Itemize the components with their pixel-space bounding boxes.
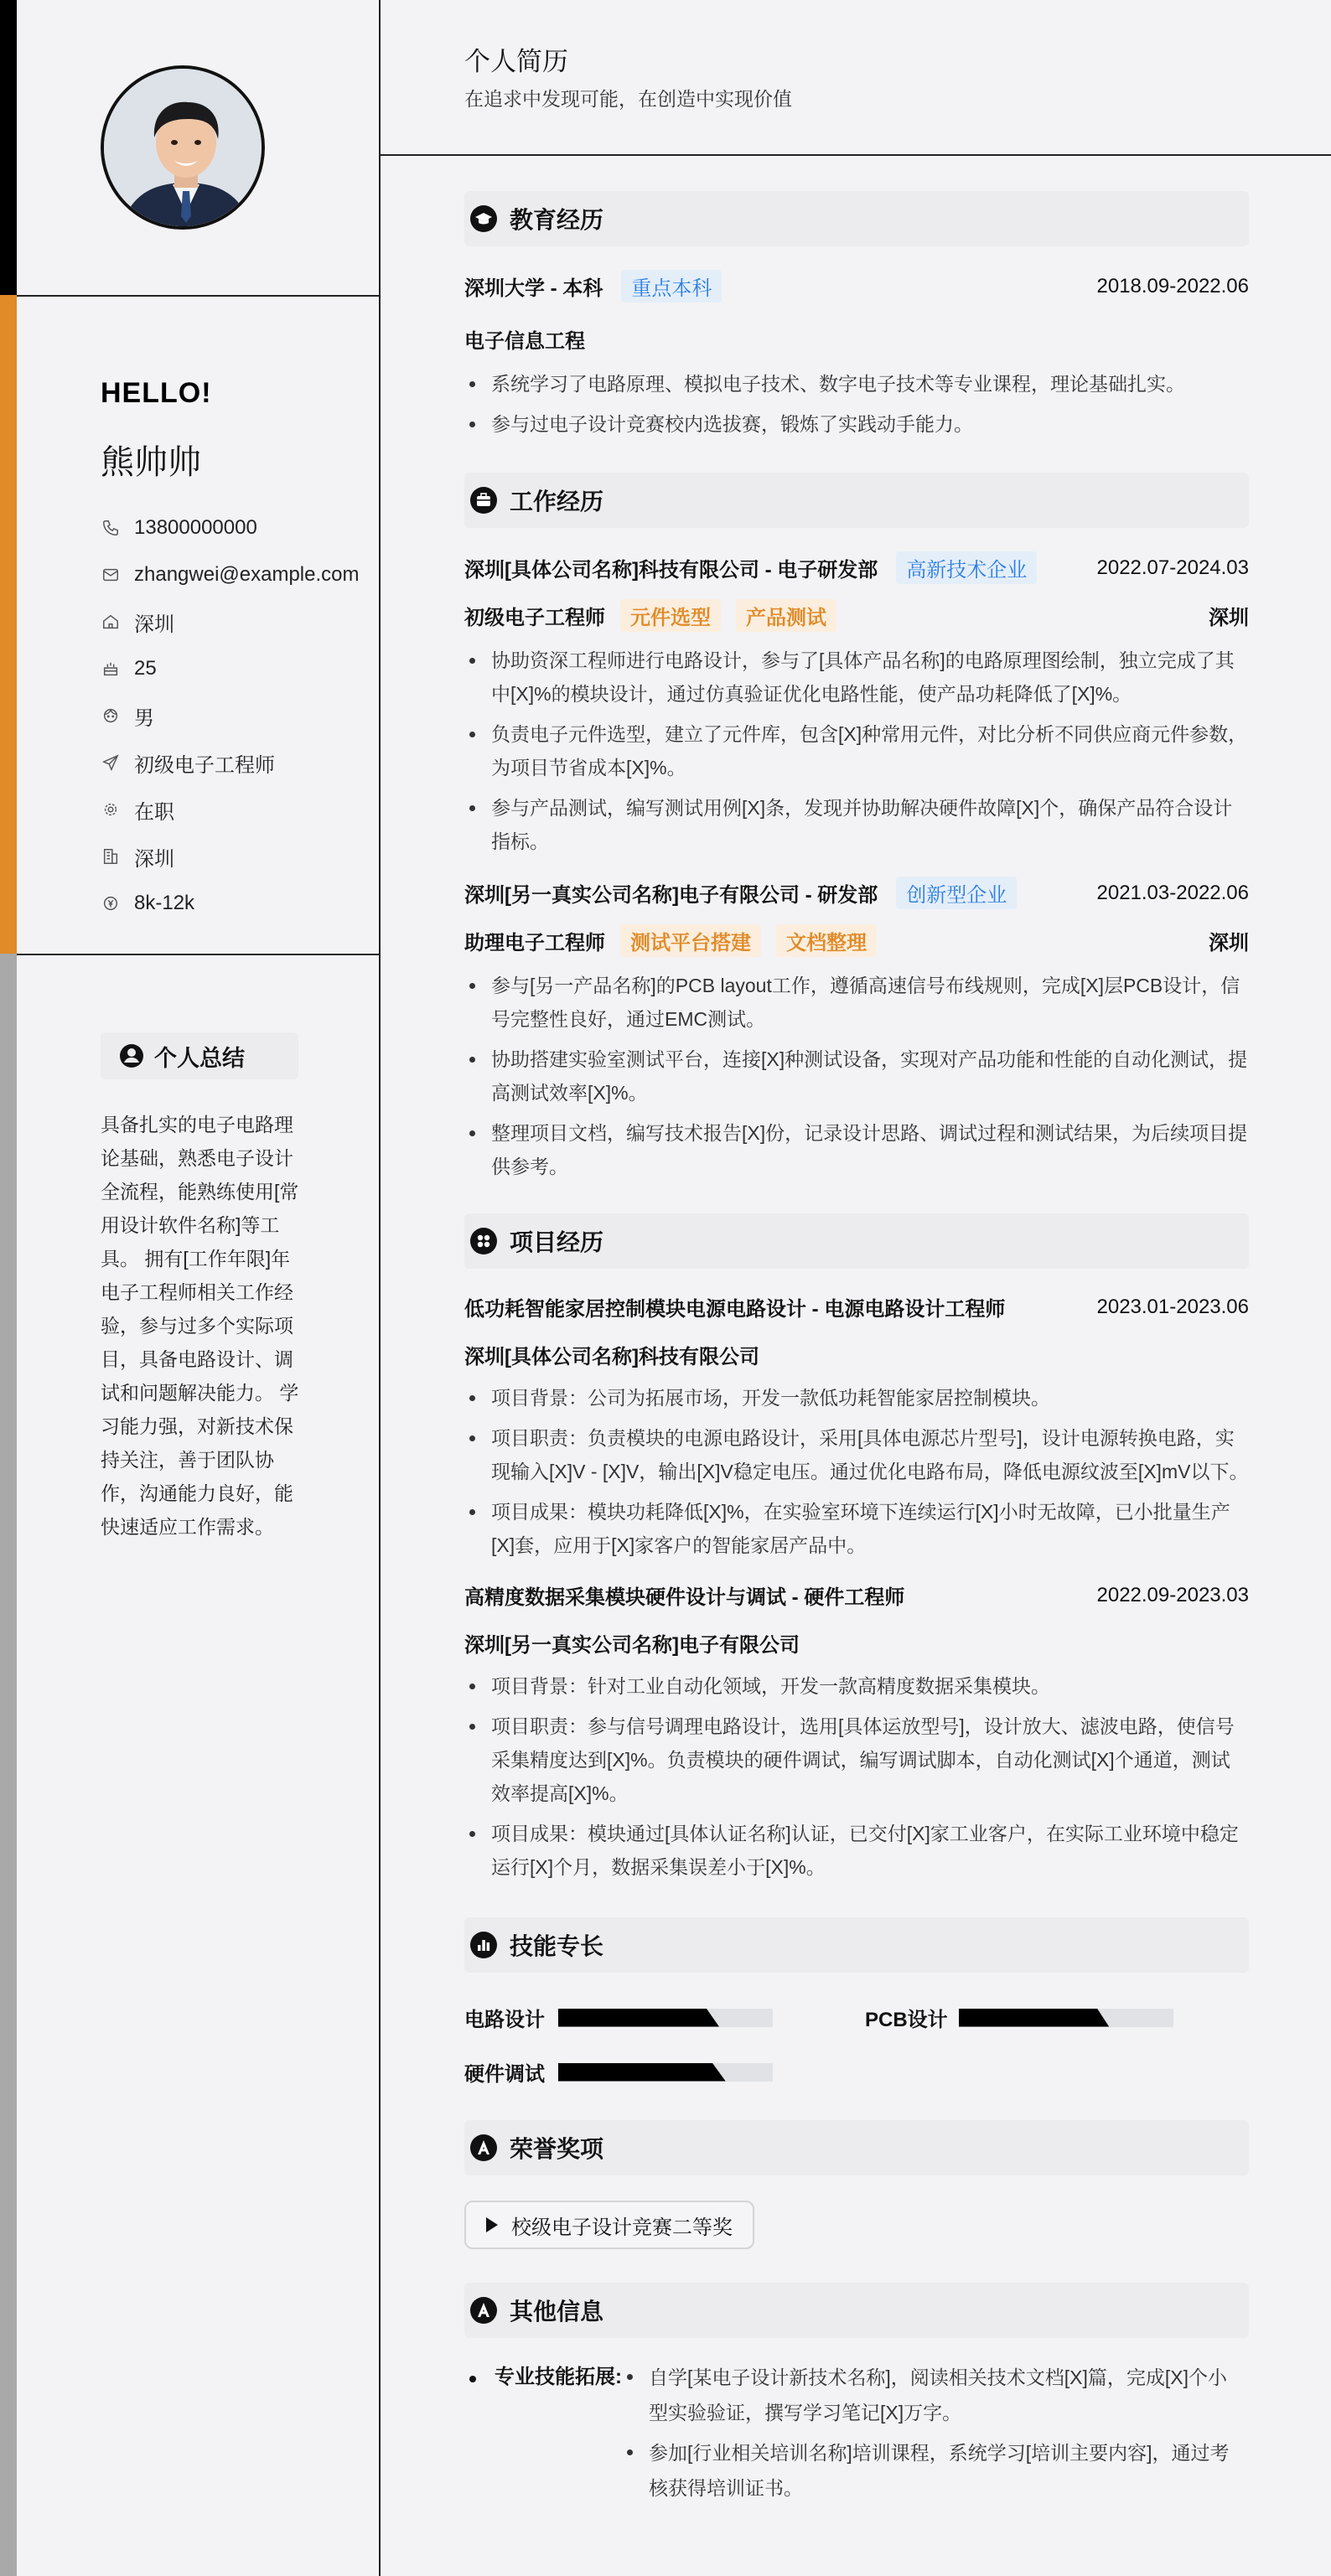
education-heading-text: 教育经历 — [510, 207, 604, 233]
info-position-text: 初级电子工程师 — [134, 753, 275, 777]
info-salary — [101, 880, 360, 927]
list-item: 自学[某电子设计新技术名称]，阅读相关技术文档[X]篇，完成[X]个小型实验验证，撰写学习笔记[X]万字。 — [622, 2360, 1240, 2430]
list-item: 协助资深工程师进行电路设计，参与了[具体产品名称]的电路原理图绘制，独立完成了其中[X]%的模块设计，通过仿真验证优化电路性能，使产品功耗降低了[X]%。 — [464, 644, 1249, 711]
info-status-text: 在职 — [134, 800, 174, 824]
info-gender-text: 男 — [134, 706, 154, 730]
job-company: 深圳[另一真实公司名称]电子有限公司 - 研发部 — [464, 884, 878, 907]
main-content — [464, 191, 1249, 2506]
skill-bar-fill — [558, 2009, 719, 2027]
skill-name: PCB设计 — [865, 2009, 948, 2031]
info-work-city-text: 深圳 — [134, 847, 174, 871]
job-role: 初级电子工程师 — [464, 607, 605, 629]
job-entry — [464, 877, 1249, 1183]
info-salary-text: 8k-12k — [134, 892, 195, 914]
skills-grid — [464, 2003, 1249, 2087]
cake-icon — [101, 659, 121, 679]
awards-section — [464, 2120, 1249, 2249]
job-city: 深圳 — [1209, 607, 1249, 629]
job-skill-tag: 元件选型 — [620, 599, 721, 632]
project-name: 高精度数据采集模块硬件设计与调试 - 硬件工程师 — [464, 1586, 905, 1609]
info-age-text: 25 — [134, 657, 157, 680]
job-skill-tag: 文档整理 — [776, 924, 877, 957]
grid-icon — [469, 1227, 498, 1255]
info-email — [101, 551, 360, 598]
info-phone — [101, 504, 360, 551]
info-gender — [101, 692, 360, 739]
work-heading — [464, 473, 1249, 528]
skills-section — [464, 1917, 1249, 2087]
list-item: 项目背景：针对工业自动化领域，开发一款高精度数据采集模块。 — [464, 1669, 1249, 1703]
skill-bar-fill — [558, 2063, 726, 2082]
other-heading-text: 其他信息 — [510, 2299, 604, 2325]
list-item: 项目成果：模块通过[具体认证名称]认证，已交付[X]家工业客户，在实际工业环境中稳定运行[X]个月，数据采集误差小于[X]%。 — [464, 1817, 1249, 1884]
work-heading-text: 工作经历 — [510, 489, 604, 515]
contact-info-list — [101, 504, 360, 927]
other-info-label: 专业技能拓展: — [495, 2366, 622, 2388]
skill-bar — [558, 2063, 773, 2082]
color-strip-bottom — [0, 954, 17, 2576]
info-email-text: zhangwei@example.com — [134, 563, 360, 586]
job-header-row — [464, 877, 1249, 909]
skills-heading-text: 技能专长 — [510, 1933, 604, 1959]
list-item: 整理项目文档，编写技术报告[X]份，记录设计思路、调试过程和测试结果，为后续项目提供参考。 — [464, 1116, 1249, 1183]
list-item: 项目职责：负责模块的电源电路设计，采用[具体电源芯片型号]，设计电源转换电路，实现输入[X]V - [X]V，输出[X]V稳定电压。通过优化电路布局，降低电源纹波至[X]mV以下。 — [464, 1421, 1249, 1488]
project-bullets — [464, 1381, 1249, 1562]
school-tag: 重点本科 — [621, 270, 722, 303]
skill-item — [464, 2003, 865, 2032]
info-phone-text: 13800000000 — [134, 516, 257, 539]
job-city: 深圳 — [1209, 932, 1249, 954]
gender-icon — [101, 706, 121, 726]
building-icon — [101, 846, 121, 866]
list-item: 参与[另一产品名称]的PCB layout工作，遵循高速信号布线规则，完成[X]层PCB设计，信号完整性良好，通过EMC测试。 — [464, 969, 1249, 1036]
job-role-row — [464, 599, 1249, 632]
project-company: 深圳[具体公司名称]科技有限公司 — [464, 1346, 759, 1368]
skills-heading — [464, 1917, 1249, 1973]
work-section — [464, 473, 1249, 1183]
list-item: 参加[行业相关培训名称]培训课程，系统学习[培训主要内容]，通过考核获得培训证书。 — [622, 2435, 1240, 2506]
job-bullets — [464, 644, 1249, 858]
list-item: 参与产品测试，编写测试用例[X]条，发现并协助解决硬件故障[X]个，确保产品符合设计指标。 — [464, 791, 1249, 858]
job-company-tag: 创新型企业 — [896, 877, 1017, 909]
education-bullets — [464, 367, 1249, 441]
list-item: 参与过电子设计竞赛校内选拔赛，锻炼了实践动手能力。 — [464, 407, 1249, 441]
skill-name: 电路设计 — [464, 2009, 545, 2031]
major-name: 电子信息工程 — [464, 330, 585, 353]
job-company: 深圳[具体公司名称]科技有限公司 - 电子研发部 — [464, 559, 878, 582]
awards-list — [464, 2201, 1249, 2249]
job-company-tag: 高新技术企业 — [896, 551, 1037, 584]
award-icon — [469, 2134, 498, 2162]
list-item: 负责电子元件选型，建立了元件库，包含[X]种常用元件，对比分析不同供应商元件参数，为项目节省成本[X]%。 — [464, 717, 1249, 784]
list-item: 项目职责：参与信号调理电路设计，选用[具体运放型号]，设计放大、滤波电路，使信号采集精度达到[X]%。负责模块的硬件调试，编写调试脚本，自动化测试[X]个通道，测试效率提高[X]%。 — [464, 1710, 1249, 1810]
job-role: 助理电子工程师 — [464, 932, 605, 954]
projects-section — [464, 1213, 1249, 1884]
skill-bar — [558, 2009, 773, 2027]
school-name: 深圳大学 - 本科 — [464, 277, 603, 300]
info-badge-icon — [469, 2296, 498, 2325]
project-header-row — [464, 1580, 1249, 1610]
play-triangle-icon — [486, 2217, 498, 2232]
other-heading — [464, 2283, 1249, 2338]
job-date: 2022.07-2024.03 — [1096, 556, 1249, 579]
info-work-city — [101, 833, 360, 880]
project-date: 2022.09-2023.03 — [1096, 1583, 1249, 1606]
job-bullets — [464, 969, 1249, 1183]
project-bullets — [464, 1669, 1249, 1884]
project-company: 深圳[另一真实公司名称]电子有限公司 — [464, 1634, 800, 1657]
page-header — [381, 0, 1331, 156]
project-entry — [464, 1292, 1249, 1562]
job-entry — [464, 551, 1249, 858]
summary-heading-text: 个人总结 — [154, 1045, 245, 1071]
skill-item — [464, 2057, 865, 2087]
info-location — [101, 598, 360, 645]
education-date: 2018.09-2022.06 — [1096, 274, 1249, 297]
sidebar-divider — [17, 295, 381, 297]
skill-name: 硬件调试 — [464, 2063, 545, 2086]
person-name: 熊帅帅 — [101, 444, 201, 481]
page-subtitle: 在追求中发现可能，在创造中实现价值 — [464, 88, 792, 110]
skill-bar-fill — [959, 2009, 1109, 2027]
job-skill-tag: 测试平台搭建 — [620, 924, 761, 957]
mail-icon — [101, 565, 121, 585]
project-header-row — [464, 1292, 1249, 1322]
avatar — [101, 65, 265, 230]
job-skill-tag: 产品测试 — [736, 599, 836, 632]
graduation-cap-icon — [469, 204, 498, 233]
info-age — [101, 645, 360, 692]
projects-heading-text: 项目经历 — [510, 1229, 604, 1255]
send-icon — [101, 753, 121, 773]
list-item: 系统学习了电路原理、模拟电子技术、数字电子技术等专业课程，理论基础扎实。 — [464, 367, 1249, 401]
avatar-portrait-icon — [104, 69, 265, 230]
page-title: 个人简历 — [464, 47, 568, 76]
status-icon — [101, 799, 121, 820]
other-info-item — [464, 2360, 1249, 2506]
award-item — [464, 2201, 754, 2249]
awards-heading-text: 荣誉奖项 — [510, 2136, 604, 2162]
summary-text: 具备扎实的电子电路理论基础，熟悉电子设计全流程，能熟练使用[常用设计软件名称]等工具。 拥有[工作年限]年电子工程师相关工作经验，参与过多个实际项目，具备电路设计、调试和问题解决能力。 学习能力强，对新技术保持关注，善于团队协作，沟通能力良好，能快速适应工作需求。 — [101, 1114, 299, 1538]
education-section — [464, 191, 1249, 441]
project-date: 2023.01-2023.06 — [1096, 1295, 1249, 1318]
money-icon — [101, 893, 121, 913]
bar-chart-icon — [469, 1931, 498, 1959]
hello-heading: HELLO! — [101, 377, 212, 409]
briefcase-icon — [469, 486, 498, 515]
award-text: 校级电子设计竞赛二等奖 — [511, 2216, 733, 2239]
awards-heading — [464, 2120, 1249, 2175]
skill-item — [865, 2003, 1249, 2032]
project-name: 低功耗智能家居控制模块电源电路设计 - 电源电路设计工程师 — [464, 1298, 1006, 1321]
education-heading — [464, 191, 1249, 246]
job-role-row — [464, 924, 1249, 957]
education-row — [464, 270, 1249, 303]
list-item: 协助搭建实验室测试平台，连接[X]种测试设备，实现对产品功能和性能的自动化测试，提高测试效率[X]%。 — [464, 1042, 1249, 1110]
summary-heading — [101, 1032, 298, 1079]
other-section — [464, 2283, 1249, 2506]
skill-bar — [959, 2009, 1173, 2027]
sidebar — [17, 0, 381, 2576]
other-bullets — [622, 2360, 1240, 2506]
job-header-row — [464, 551, 1249, 584]
bullet-dot-icon — [469, 2376, 476, 2382]
job-date: 2021.03-2022.06 — [1096, 881, 1249, 904]
list-item: 项目成果：模块功耗降低[X]%，在实验室环境下连续运行[X]小时无故障，已小批量生产[X]套，应用于[X]家客户的智能家居产品中。 — [464, 1495, 1249, 1562]
project-entry — [464, 1580, 1249, 1884]
user-circle-icon — [119, 1043, 144, 1068]
projects-heading — [464, 1213, 1249, 1269]
phone-icon — [101, 518, 121, 538]
info-location-text: 深圳 — [134, 613, 174, 636]
color-strip-top — [0, 0, 17, 295]
info-status — [101, 786, 360, 833]
home-icon — [101, 612, 121, 632]
color-strip-middle — [0, 295, 17, 954]
sidebar-divider — [17, 954, 381, 955]
info-position — [101, 739, 360, 786]
list-item: 项目背景：公司为拓展市场，开发一款低功耗智能家居控制模块。 — [464, 1381, 1249, 1415]
